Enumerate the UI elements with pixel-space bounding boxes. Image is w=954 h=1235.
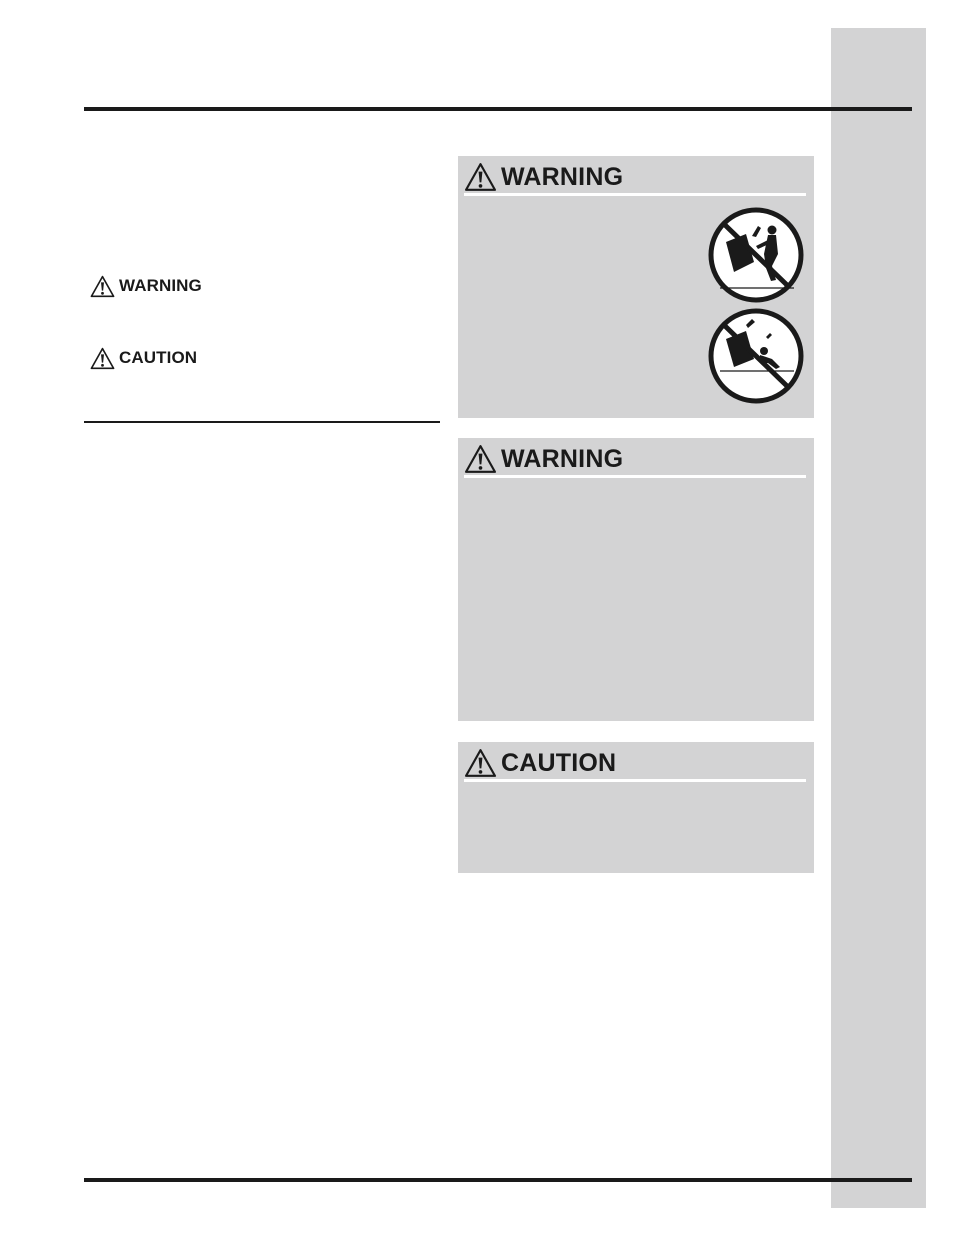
warning-box-1 (458, 156, 814, 418)
no-sitting-on-open-door-icon (706, 307, 806, 405)
legend-warning-label: WARNING (119, 276, 202, 295)
box-divider (464, 193, 806, 196)
caution-triangle-icon (90, 347, 115, 370)
box-divider (464, 475, 806, 478)
warning-triangle-icon (464, 162, 497, 192)
warning-box-2 (458, 438, 814, 721)
warning-box-title: WARNING (501, 162, 624, 191)
box-divider (464, 779, 806, 782)
caution-box-title: CAUTION (501, 748, 617, 777)
warning-box-header (464, 442, 623, 476)
caution-triangle-icon (464, 748, 497, 778)
legend-warning (90, 274, 202, 298)
warning-box-header (464, 160, 623, 194)
no-climbing-on-open-door-icon (706, 206, 806, 304)
header-rule (84, 107, 912, 111)
caution-box (458, 742, 814, 873)
legend-caution (90, 346, 197, 370)
warning-triangle-icon (464, 444, 497, 474)
warning-triangle-icon (90, 275, 115, 298)
footer-rule (84, 1178, 912, 1182)
side-tab (831, 28, 926, 1208)
section-divider (84, 421, 440, 423)
caution-box-header (464, 746, 616, 780)
legend-caution-label: CAUTION (119, 348, 198, 367)
warning-box-title: WARNING (501, 444, 624, 473)
